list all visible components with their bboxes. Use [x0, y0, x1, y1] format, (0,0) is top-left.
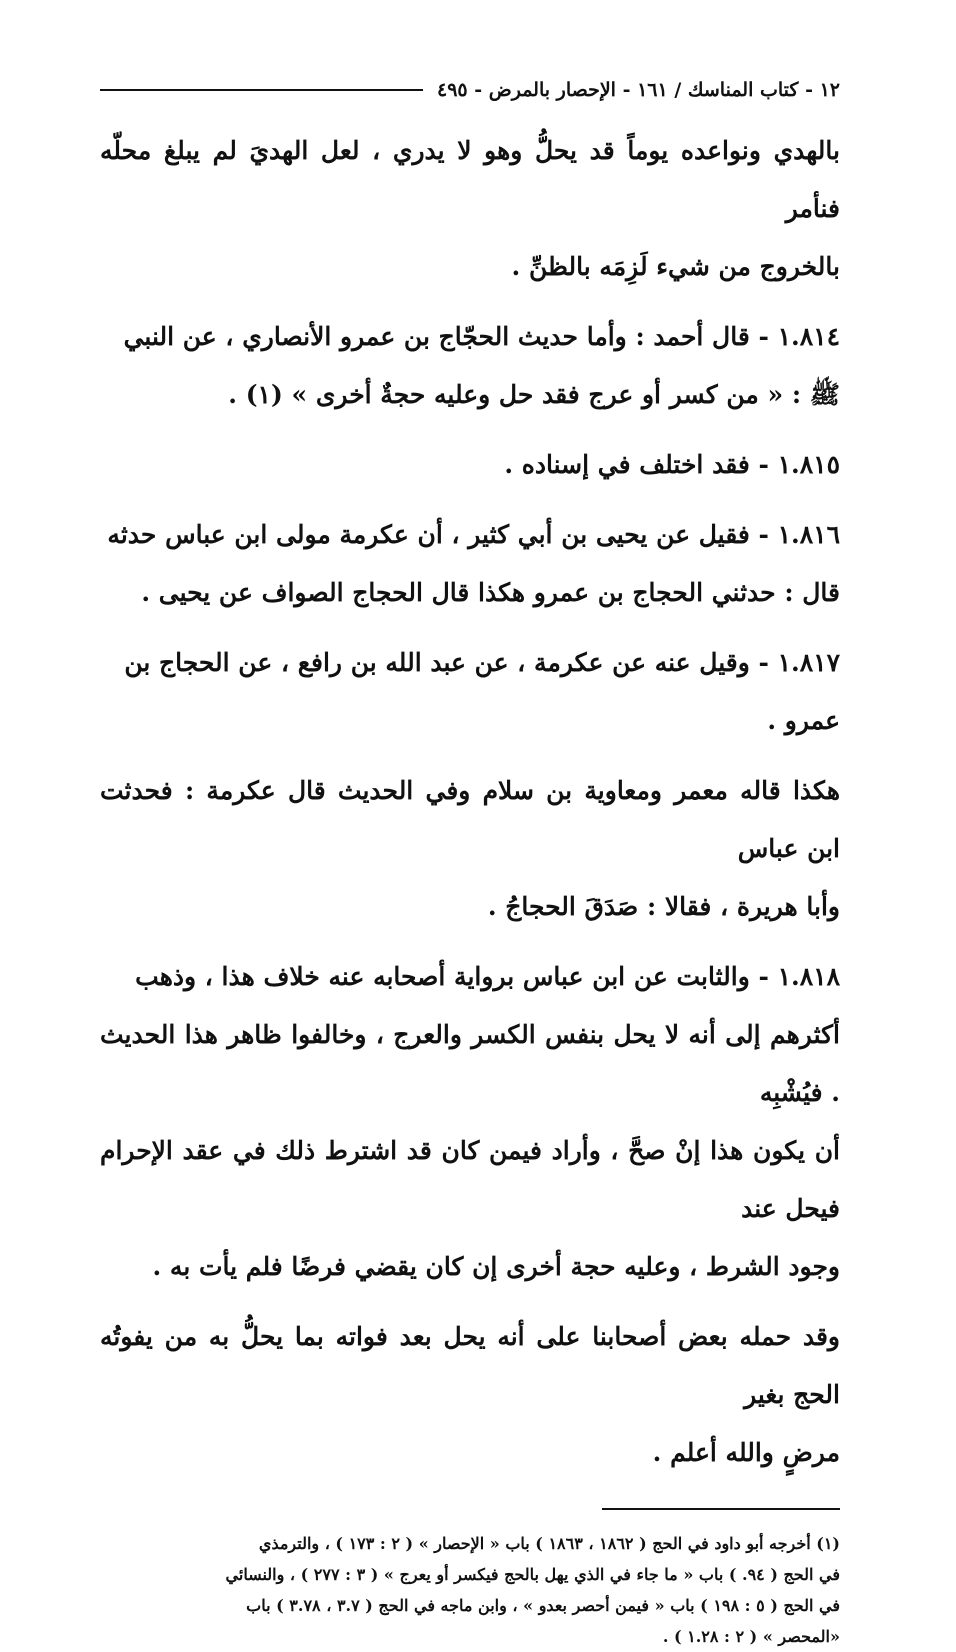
header-title: ١٢ - كتاب المناسك / ١٦١ - الإحصار بالمرض - ٤٩٥ — [437, 79, 840, 101]
text-line: ١.٨١٧ - وقيل عنه عن عكرمة ، عن عبد الله بن رافع ، عن الحجاج بن — [124, 648, 840, 677]
paragraph-1815 — [100, 436, 840, 494]
paragraph-1814 — [100, 308, 840, 424]
header-rule — [100, 89, 423, 91]
text-line: بالهدي ونواعده يوماً قد يحلُّ وهو لا يدري ، لعل الهديَ لم يبلغ محلّه فنأمر — [100, 136, 840, 223]
footnote-line: في الحج ( ٥ : ١٩٨ ) باب « فيمن أحصر بعدو » ، وابن ماجه في الحج ( ٣.٧ ، ٣.٧٨ ) باب — [246, 1596, 840, 1615]
footnote-separator — [602, 1508, 840, 1510]
paragraph-1817 — [100, 634, 840, 750]
footnote-line: (١) أخرجه أبو داود في الحج ( ١٨٦٢ ، ١٨٦٣ ) باب « الإحصار » ( ٢ : ١٧٣ ) ، والترمذي — [258, 1534, 840, 1553]
text-line: قال : حدثني الحجاج بن عمرو هكذا قال الحجاج الصواف عن يحيى . — [141, 578, 840, 607]
document-page — [100, 72, 840, 1652]
paragraph-continuation — [100, 122, 840, 296]
text-line: وأبا هريرة ، فقالا : صَدَقَ الحجاجُ . — [487, 892, 840, 921]
paragraph-1816 — [100, 506, 840, 622]
text-line: ١.٨١٤ - قال أحمد : وأما حديث الحجّاج بن عمرو الأنصاري ، عن النبي — [123, 322, 840, 351]
text-line: ﷺ : « من كسر أو عرج فقد حل وعليه حجةٌ أخرى » (١) . — [228, 380, 840, 409]
footnotes — [100, 1528, 840, 1652]
footnote-line: «المحصر » ( ٢ : ١.٢٨ ) . — [662, 1627, 840, 1646]
text-line: هكذا قاله معمر ومعاوية بن سلام وفي الحديث قال عكرمة : فحدثت ابن عباس — [100, 776, 840, 863]
text-line: ١.٨١٦ - فقيل عن يحيى بن أبي كثير ، أن عكرمة مولى ابن عباس حدثه — [107, 520, 840, 549]
body-text — [100, 122, 840, 1482]
text-line: عمرو . — [767, 706, 840, 735]
text-line: بالخروج من شيء لَزِمَه بالظنِّ . — [511, 252, 840, 281]
text-line: ١.٨١٥ - فقد اختلف في إسناده . — [504, 450, 840, 479]
running-header — [100, 72, 840, 108]
text-line: مرضٍ والله أعلم . — [652, 1438, 840, 1467]
paragraph-1818 — [100, 948, 840, 1296]
text-line: وقد حمله بعض أصحابنا على أنه يحل بعد فواته بما يحلُّ به من يفوتُه الحج بغير — [100, 1322, 840, 1409]
paragraph-commentary — [100, 762, 840, 936]
text-line: ١.٨١٨ - والثابت عن ابن عباس برواية أصحابه عنه خلاف هذا ، وذهب — [135, 962, 840, 991]
text-line: أكثرهم إلى أنه لا يحل بنفس الكسر والعرج ، وخالفوا ظاهر هذا الحديث . فيُشْبِه — [100, 1020, 840, 1107]
text-line: وجود الشرط ، وعليه حجة أخرى إن كان يقضي فرضًا فلم يأت به . — [152, 1252, 840, 1281]
paragraph-closing — [100, 1308, 840, 1482]
footnote-line: في الحج ( ٩٤. ) باب « ما جاء في الذي يهل بالحج فيكسر أو يعرج » ( ٣ : ٢٧٧ ) ، والنسائي — [225, 1565, 840, 1584]
text-line: أن يكون هذا إنْ صحَّ ، وأراد فيمن كان قد اشترط ذلك في عقد الإحرام فيحل عند — [100, 1136, 840, 1223]
